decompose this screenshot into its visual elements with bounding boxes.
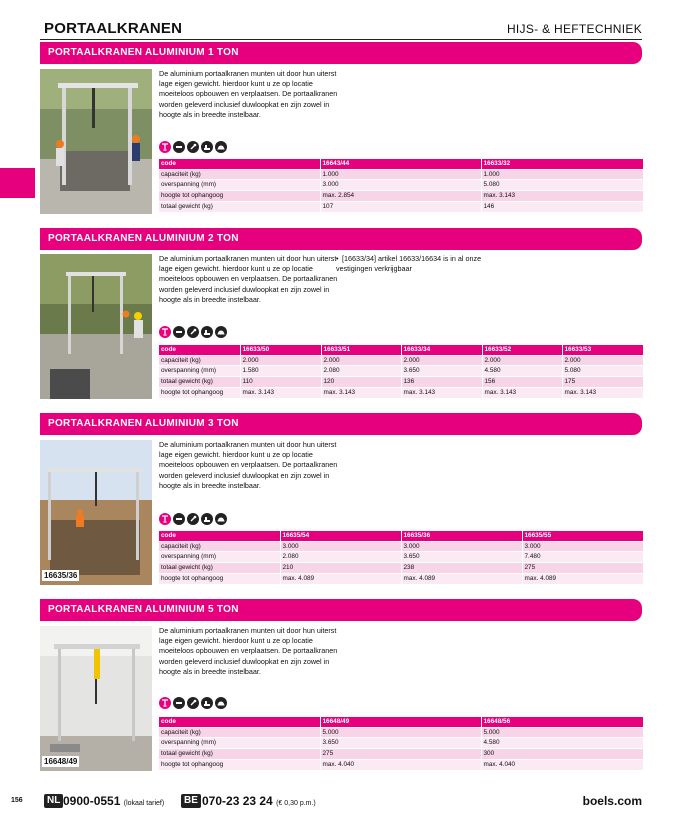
availability-note [336, 254, 511, 274]
table-cell: 3.000 [401, 541, 522, 552]
phone-nl[interactable] [63, 794, 164, 811]
table-cell: 2.000 [401, 355, 482, 366]
row-label: capaciteit (kg) [159, 541, 280, 552]
table-cell: 175 [562, 377, 643, 388]
feature-icons [159, 513, 227, 525]
product-photo [40, 254, 152, 399]
row-label: totaal gewicht (kg) [159, 201, 320, 211]
row-label: overspanning (mm) [159, 366, 240, 377]
table-cell: 2.000 [482, 355, 562, 366]
table-cell: 300 [481, 749, 643, 760]
table-cell: 5.080 [481, 180, 643, 191]
table-cell: max. 4.040 [320, 759, 481, 769]
table-row [159, 552, 643, 563]
row-label: totaal gewicht (kg) [159, 563, 280, 574]
table-row [159, 169, 643, 180]
page-number: 156 [11, 797, 23, 804]
table-cell: 2.000 [240, 355, 321, 366]
row-label: hoogte tot ophangoog [159, 573, 280, 583]
crane-icon [159, 326, 171, 338]
table-cell: 3.000 [522, 541, 643, 552]
table-cell: 1.000 [320, 169, 481, 180]
product-section-2-ton [40, 228, 642, 403]
table-cell: max. 4.089 [280, 573, 401, 583]
table-cell: 2.080 [321, 366, 401, 377]
table-cell: 3.650 [401, 366, 482, 377]
table-cell: 2.080 [280, 552, 401, 563]
row-label: capaciteit (kg) [159, 355, 240, 366]
table-cell: 2.000 [562, 355, 643, 366]
shoe-icon [201, 513, 213, 525]
header-divider [40, 39, 642, 40]
table-cell: 136 [401, 377, 482, 388]
table-cell: max. 4.089 [401, 573, 522, 583]
helmet-icon [215, 326, 227, 338]
photo-label: 16635/36 [44, 571, 78, 580]
table-cell: 156 [482, 377, 562, 388]
trolley-icon [173, 326, 185, 338]
shoe-icon [201, 141, 213, 153]
product-section-5-ton [40, 599, 642, 779]
table-row [159, 201, 643, 211]
helmet-icon [215, 141, 227, 153]
wrench-icon [187, 326, 199, 338]
wrench-icon [187, 141, 199, 153]
table-cell: 120 [321, 377, 401, 388]
table-row [159, 191, 643, 202]
row-label: capaciteit (kg) [159, 727, 320, 738]
helmet-icon [215, 697, 227, 709]
table-cell: 238 [401, 563, 522, 574]
table-header: 16633/32 [481, 159, 643, 169]
phone-nl-note: (lokaal tarief) [123, 800, 165, 807]
table-header: 16633/34 [401, 345, 482, 355]
feature-icons [159, 697, 227, 709]
table-header: 16635/54 [280, 531, 401, 541]
product-photo [40, 69, 152, 214]
table-cell: 5.000 [481, 727, 643, 738]
table-cell: 1.580 [240, 366, 321, 377]
photo-label: 16648/49 [44, 757, 78, 766]
wrench-icon [187, 697, 199, 709]
table-cell: max. 4.089 [522, 573, 643, 583]
table-cell: 275 [522, 563, 643, 574]
product-photo [40, 440, 152, 585]
phone-nl-number: 0900-0551 [63, 794, 121, 808]
table-header: 16633/51 [321, 345, 401, 355]
country-badge-be: BE [181, 794, 201, 808]
table-cell: 210 [280, 563, 401, 574]
table-cell: 146 [481, 201, 643, 211]
table-header: code [159, 531, 280, 541]
table-row [159, 759, 643, 769]
row-label: hoogte tot ophangoog [159, 387, 240, 397]
spec-table [159, 345, 644, 398]
table-cell: 3.000 [280, 541, 401, 552]
crane-icon [159, 141, 171, 153]
page-title: PORTAALKRANEN [44, 20, 183, 37]
table-cell: 107 [320, 201, 481, 211]
section-name: HIJS- & HEFTECHNIEK [506, 22, 642, 36]
product-description: De aluminium portaalkranen munten uit door hun uiterst lage eigen gewicht. hierdoor kunt u ze op locatie moeiteloos opbouwen en verplaatsen. De portaalkranen worden geleverd inclusief duwloopkat en zijn zowel in hoogte als in breedte instelbaar. [159, 626, 338, 676]
table-header: 16633/52 [482, 345, 562, 355]
table-cell: 5.000 [320, 727, 481, 738]
trolley-icon [173, 697, 185, 709]
helmet-icon [215, 513, 227, 525]
spec-table [159, 159, 644, 212]
table-row [159, 749, 643, 760]
shoe-icon [201, 326, 213, 338]
country-badge-nl: NL [44, 794, 63, 808]
table-header: 16648/56 [481, 717, 643, 727]
trolley-icon [173, 141, 185, 153]
row-label: totaal gewicht (kg) [159, 749, 320, 760]
product-description: De aluminium portaalkranen munten uit door hun uiterst lage eigen gewicht. hierdoor kunt u ze op locatie moeiteloos opbouwen en verplaatsen. De portaalkranen worden geleverd inclusief duwloopkat en zijn zowel in hoogte als in breedte instelbaar. [159, 69, 338, 119]
table-cell: max. 3.143 [240, 387, 321, 397]
phone-be[interactable] [202, 794, 316, 811]
row-label: overspanning (mm) [159, 738, 320, 749]
table-row [159, 563, 643, 574]
table-cell: max. 3.143 [321, 387, 401, 397]
table-cell: max. 3.143 [562, 387, 643, 397]
row-label: hoogte tot ophangoog [159, 759, 320, 769]
table-cell: max. 3.143 [481, 191, 643, 202]
table-row [159, 738, 643, 749]
table-cell: 4.580 [482, 366, 562, 377]
table-cell: max. 3.143 [482, 387, 562, 397]
table-header: code [159, 159, 320, 169]
section-title: PORTAALKRANEN ALUMINIUM 1 TON [40, 42, 642, 64]
page-footer [0, 794, 676, 810]
row-label: totaal gewicht (kg) [159, 377, 240, 388]
table-header: 16648/49 [320, 717, 481, 727]
table-cell: 3.650 [320, 738, 481, 749]
table-cell: 5.080 [562, 366, 643, 377]
table-header: code [159, 717, 320, 727]
table-cell: 275 [320, 749, 481, 760]
section-title: PORTAALKRANEN ALUMINIUM 3 TON [40, 413, 642, 435]
crane-icon [159, 697, 171, 709]
feature-icons [159, 326, 227, 338]
section-title: PORTAALKRANEN ALUMINIUM 2 TON [40, 228, 642, 250]
table-cell: 1.000 [481, 169, 643, 180]
table-cell: 110 [240, 377, 321, 388]
table-cell: max. 2.854 [320, 191, 481, 202]
table-header: 16635/36 [401, 531, 522, 541]
table-header: code [159, 345, 240, 355]
table-cell: 3.000 [320, 180, 481, 191]
table-cell: 2.000 [321, 355, 401, 366]
table-header: 16635/55 [522, 531, 643, 541]
table-header: 16633/50 [240, 345, 321, 355]
row-label: overspanning (mm) [159, 180, 320, 191]
row-label: hoogte tot ophangoog [159, 191, 320, 202]
spec-table [159, 531, 644, 584]
spec-table [159, 717, 644, 770]
product-photo [40, 626, 152, 771]
bullet-icon: • [336, 254, 339, 263]
trolley-icon [173, 513, 185, 525]
table-row [159, 573, 643, 583]
table-header: 16643/44 [320, 159, 481, 169]
table-cell: 3.650 [401, 552, 522, 563]
phone-be-number: 070-23 23 24 [202, 794, 273, 808]
feature-icons [159, 141, 227, 153]
website-link[interactable]: boels.com [582, 794, 642, 808]
table-cell: 7.480 [522, 552, 643, 563]
product-description: De aluminium portaalkranen munten uit door hun uiterst lage eigen gewicht. hierdoor kunt u ze op locatie moeiteloos opbouwen en verplaatsen. De portaalkranen worden geleverd inclusief duwloopkat en zijn zowel in hoogte als in breedte instelbaar. [159, 254, 338, 304]
table-cell: 4.580 [481, 738, 643, 749]
table-row [159, 541, 643, 552]
row-label: capaciteit (kg) [159, 169, 320, 180]
phone-be-note: (€ 0,30 p.m.) [276, 800, 316, 807]
shoe-icon [201, 697, 213, 709]
table-row [159, 180, 643, 191]
table-row [159, 387, 643, 397]
table-cell: max. 4.040 [481, 759, 643, 769]
product-description: De aluminium portaalkranen munten uit door hun uiterst lage eigen gewicht. hierdoor kunt u ze op locatie moeiteloos opbouwen en verplaatsen. De portaalkranen worden geleverd inclusief duwloopkat en zijn zowel in hoogte als in breedte instelbaar. [159, 440, 338, 490]
table-row [159, 366, 643, 377]
product-section-3-ton [40, 413, 642, 588]
side-index-tab [0, 168, 35, 198]
crane-icon [159, 513, 171, 525]
section-title: PORTAALKRANEN ALUMINIUM 5 TON [40, 599, 642, 621]
note-text: [16633/34] artikel 16633/16634 is in al onze vestigingen verkrijgbaar [336, 254, 482, 274]
table-header: 16633/53 [562, 345, 643, 355]
product-section-1-ton [40, 42, 642, 217]
wrench-icon [187, 513, 199, 525]
row-label: overspanning (mm) [159, 552, 280, 563]
table-row [159, 355, 643, 366]
table-row [159, 727, 643, 738]
table-row [159, 377, 643, 388]
table-cell: max. 3.143 [401, 387, 482, 397]
